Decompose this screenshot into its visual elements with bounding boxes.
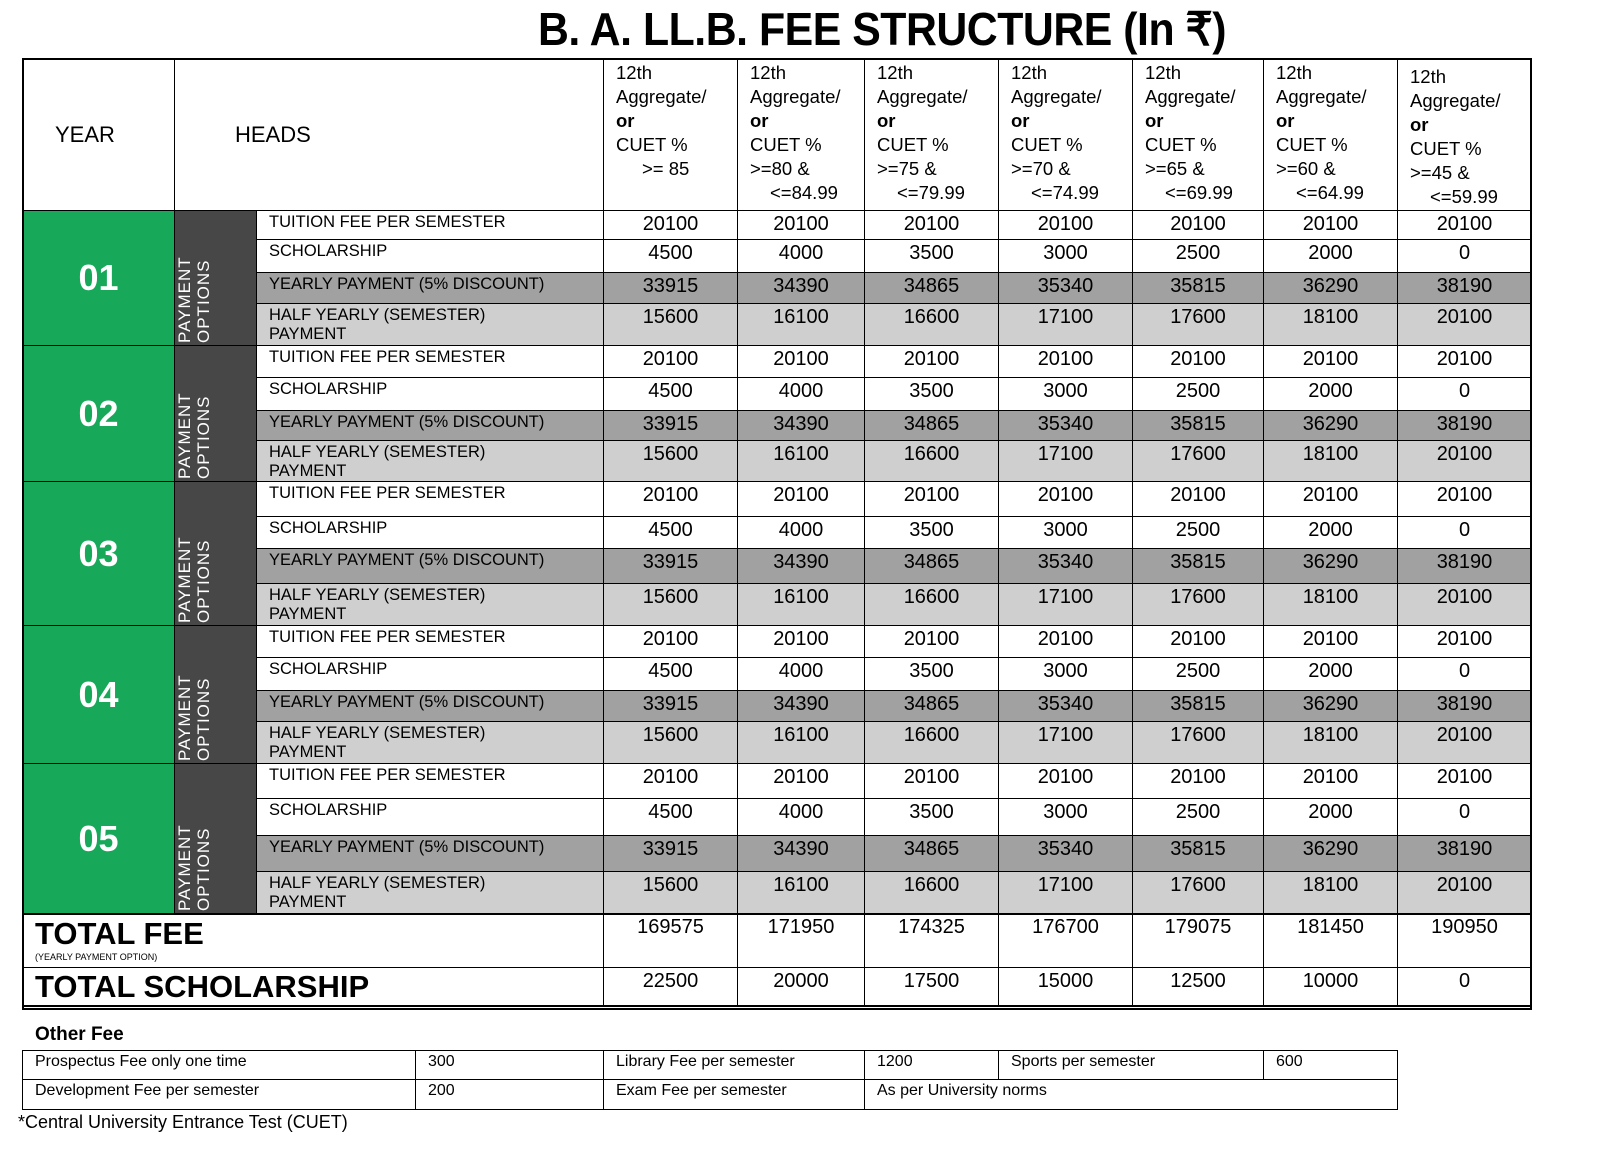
development-fee-label: Development Fee per semester [22, 1079, 416, 1110]
fee-cell-half-yearly: 16600 [864, 303, 999, 346]
head-scholarship: SCHOLARSHIP [256, 798, 604, 836]
fee-cell-half-yearly: 16100 [737, 440, 865, 482]
fee-cell-scholarship: 3500 [864, 239, 999, 273]
head-yearly: YEARLY PAYMENT (5% DISCOUNT) [256, 835, 604, 872]
head-tuition: TUITION FEE PER SEMESTER [256, 345, 604, 378]
head-label-line1: HALF YEARLY (SEMESTER) [269, 586, 486, 604]
fee-cell-half-yearly: 18100 [1263, 871, 1398, 914]
fee-cell-yearly: 36290 [1263, 272, 1398, 304]
total-fee-subtitle: (YEARLY PAYMENT OPTION) [35, 952, 158, 962]
year-label-4: 04 [22, 625, 175, 764]
fee-cell-half-yearly: 18100 [1263, 721, 1398, 764]
head-label-line2: PAYMENT [269, 605, 347, 623]
col-header-range-max: <=69.99 [1165, 182, 1233, 203]
fee-cell-yearly: 38190 [1397, 272, 1532, 304]
payment-options-text [175, 824, 213, 911]
fee-cell-scholarship: 4000 [737, 516, 865, 549]
total-scholarship-value: 10000 [1263, 967, 1398, 1007]
year-label-3: 03 [22, 481, 175, 626]
head-label-line2: PAYMENT [269, 325, 347, 343]
fee-cell-yearly: 35815 [1132, 835, 1264, 872]
col-header-or: or [1145, 110, 1164, 131]
total-fee-value: 176700 [998, 913, 1133, 968]
fee-cell-yearly: 36290 [1263, 690, 1398, 722]
fee-cell-yearly: 35815 [1132, 548, 1264, 584]
fee-cell-yearly: 33915 [603, 548, 738, 584]
fee-cell-yearly: 35815 [1132, 690, 1264, 722]
fee-cell-scholarship: 0 [1397, 239, 1532, 273]
head-scholarship: SCHOLARSHIP [256, 239, 604, 273]
fee-cell-half-yearly: 17100 [998, 440, 1133, 482]
fee-cell-half-yearly: 17600 [1132, 721, 1264, 764]
total-fee-label [22, 913, 604, 968]
fee-cell-scholarship: 2000 [1263, 516, 1398, 549]
fee-cell-scholarship: 3500 [864, 657, 999, 691]
fee-cell-tuition: 20100 [1263, 481, 1398, 517]
fee-cell-scholarship: 3000 [998, 657, 1133, 691]
fee-cell-tuition: 20100 [603, 763, 738, 799]
col-header-or: or [1276, 110, 1295, 131]
fee-cell-scholarship: 4000 [737, 798, 865, 836]
fee-cell-half-yearly: 17600 [1132, 440, 1264, 482]
head-half-yearly [256, 721, 604, 764]
fee-cell-yearly: 33915 [603, 690, 738, 722]
fee-cell-half-yearly: 17100 [998, 303, 1133, 346]
fee-cell-half-yearly: 15600 [603, 583, 738, 626]
fee-cell-yearly: 34390 [737, 690, 865, 722]
fee-cell-half-yearly: 15600 [603, 721, 738, 764]
total-scholarship-value: 22500 [603, 967, 738, 1007]
fee-cell-tuition: 20100 [1263, 210, 1398, 240]
fee-cell-half-yearly: 16600 [864, 721, 999, 764]
fee-cell-yearly: 34390 [737, 548, 865, 584]
sports-fee-label: Sports per semester [998, 1050, 1264, 1080]
fee-cell-tuition: 20100 [737, 345, 865, 378]
col-header-range-max: <=84.99 [770, 182, 838, 203]
payment-options-line1: PAYMENT [175, 824, 194, 911]
fee-cell-tuition: 20100 [998, 210, 1133, 240]
payment-options-line2: OPTIONS [194, 827, 213, 911]
col-header-l1: 12th [616, 62, 653, 83]
col-header-range-min: >=45 & [1410, 162, 1470, 183]
fee-cell-scholarship: 4500 [603, 516, 738, 549]
payment-options-text [175, 674, 213, 761]
fee-cell-tuition: 20100 [1263, 763, 1398, 799]
col-header-l4: CUET % [616, 134, 688, 155]
sports-fee-value: 600 [1263, 1050, 1398, 1080]
fee-cell-half-yearly: 20100 [1397, 440, 1532, 482]
fee-cell-yearly: 34865 [864, 410, 999, 441]
fee-cell-tuition: 20100 [998, 763, 1133, 799]
fee-cell-half-yearly: 20100 [1397, 583, 1532, 626]
col-header-range-max: <=79.99 [897, 182, 965, 203]
fee-cell-scholarship: 3000 [998, 516, 1133, 549]
fee-cell-yearly: 34390 [737, 410, 865, 441]
heads-header: HEADS [174, 58, 604, 211]
fee-cell-half-yearly: 18100 [1263, 303, 1398, 346]
head-yearly: YEARLY PAYMENT (5% DISCOUNT) [256, 410, 604, 441]
head-label-line1: HALF YEARLY (SEMESTER) [269, 306, 486, 324]
head-yearly: YEARLY PAYMENT (5% DISCOUNT) [256, 690, 604, 722]
fee-cell-tuition: 20100 [1263, 625, 1398, 658]
col-header-l4: CUET % [1410, 138, 1482, 159]
col-header-l1: 12th [750, 62, 787, 83]
fee-cell-tuition: 20100 [864, 625, 999, 658]
column-header-5 [1132, 58, 1264, 211]
cuet-footnote: *Central University Entrance Test (CUET) [18, 1112, 348, 1132]
fee-cell-scholarship: 4500 [603, 798, 738, 836]
fee-cell-scholarship: 4500 [603, 377, 738, 411]
fee-cell-half-yearly: 17100 [998, 583, 1133, 626]
total-scholarship-value: 0 [1397, 967, 1532, 1007]
fee-cell-yearly: 35340 [998, 272, 1133, 304]
fee-cell-scholarship: 3000 [998, 377, 1133, 411]
head-half-yearly [256, 440, 604, 482]
payment-options-line2: OPTIONS [194, 677, 213, 761]
col-header-l4: CUET % [1145, 134, 1217, 155]
payment-options-label [174, 625, 257, 764]
fee-cell-tuition: 20100 [1132, 345, 1264, 378]
col-header-range-min: >=65 & [1145, 158, 1205, 179]
head-tuition: TUITION FEE PER SEMESTER [256, 481, 604, 517]
head-half-yearly [256, 583, 604, 626]
col-header-range-min: >=80 & [750, 158, 810, 179]
payment-options-line2: OPTIONS [194, 259, 213, 343]
fee-cell-yearly: 34390 [737, 835, 865, 872]
year-label-1: 01 [22, 210, 175, 346]
fee-cell-half-yearly: 16600 [864, 871, 999, 914]
fee-cell-yearly: 35815 [1132, 410, 1264, 441]
fee-cell-tuition: 20100 [1397, 481, 1532, 517]
fee-cell-half-yearly: 17600 [1132, 871, 1264, 914]
col-header-or: or [1011, 110, 1030, 131]
fee-cell-tuition: 20100 [1132, 625, 1264, 658]
fee-cell-scholarship: 3500 [864, 516, 999, 549]
payment-options-label [174, 210, 257, 346]
head-half-yearly [256, 871, 604, 914]
fee-cell-tuition: 20100 [603, 625, 738, 658]
fee-cell-tuition: 20100 [1397, 210, 1532, 240]
fee-cell-tuition: 20100 [603, 210, 738, 240]
fee-cell-half-yearly: 20100 [1397, 303, 1532, 346]
fee-cell-tuition: 20100 [864, 763, 999, 799]
column-header-1 [603, 58, 738, 211]
col-header-range-min: >=70 & [1011, 158, 1071, 179]
fee-cell-half-yearly: 17100 [998, 871, 1133, 914]
total-scholarship-title: TOTAL SCHOLARSHIP [35, 969, 370, 1004]
payment-options-text [175, 392, 213, 479]
col-header-or: or [1410, 114, 1429, 135]
head-label-line2: PAYMENT [269, 743, 347, 761]
fee-cell-half-yearly: 17600 [1132, 583, 1264, 626]
payment-options-text [175, 536, 213, 623]
fee-cell-scholarship: 3000 [998, 239, 1133, 273]
payment-options-line1: PAYMENT [175, 674, 194, 761]
fee-cell-tuition: 20100 [603, 481, 738, 517]
fee-cell-scholarship: 3500 [864, 798, 999, 836]
fee-cell-scholarship: 0 [1397, 516, 1532, 549]
head-scholarship: SCHOLARSHIP [256, 657, 604, 691]
fee-cell-yearly: 34390 [737, 272, 865, 304]
fee-cell-half-yearly: 15600 [603, 440, 738, 482]
head-tuition: TUITION FEE PER SEMESTER [256, 210, 604, 240]
fee-cell-tuition: 20100 [1397, 625, 1532, 658]
fee-cell-tuition: 20100 [1397, 763, 1532, 799]
payment-options-line1: PAYMENT [175, 256, 194, 343]
col-header-range-max: <=74.99 [1031, 182, 1099, 203]
col-header-l4: CUET % [1276, 134, 1348, 155]
fee-cell-yearly: 33915 [603, 410, 738, 441]
column-header-7 [1397, 58, 1532, 211]
col-header-range-max: <=59.99 [1430, 186, 1498, 207]
fee-cell-scholarship: 2500 [1132, 657, 1264, 691]
payment-options-line1: PAYMENT [175, 392, 194, 479]
prospectus-fee-value: 300 [415, 1050, 604, 1080]
fee-cell-scholarship: 4000 [737, 657, 865, 691]
total-fee-value: 181450 [1263, 913, 1398, 968]
col-header-l2: Aggregate/ [1276, 86, 1367, 107]
payment-options-line2: OPTIONS [194, 395, 213, 479]
head-label-line1: HALF YEARLY (SEMESTER) [269, 443, 486, 461]
col-header-l2: Aggregate/ [1011, 86, 1102, 107]
head-yearly: YEARLY PAYMENT (5% DISCOUNT) [256, 548, 604, 584]
fee-cell-yearly: 38190 [1397, 410, 1532, 441]
col-header-l1: 12th [1145, 62, 1182, 83]
head-label-line1: HALF YEARLY (SEMESTER) [269, 874, 486, 892]
col-header-range-max: <=64.99 [1296, 182, 1364, 203]
head-scholarship: SCHOLARSHIP [256, 377, 604, 411]
development-fee-value: 200 [415, 1079, 604, 1110]
fee-cell-scholarship: 2000 [1263, 798, 1398, 836]
fee-cell-half-yearly: 16100 [737, 871, 865, 914]
year-header: YEAR [22, 58, 175, 211]
fee-cell-yearly: 35340 [998, 835, 1133, 872]
fee-cell-half-yearly: 18100 [1263, 583, 1398, 626]
fee-cell-scholarship: 0 [1397, 798, 1532, 836]
fee-cell-yearly: 38190 [1397, 835, 1532, 872]
fee-cell-yearly: 35340 [998, 690, 1133, 722]
fee-cell-half-yearly: 20100 [1397, 871, 1532, 914]
fee-cell-half-yearly: 20100 [1397, 721, 1532, 764]
total-scholarship-value: 15000 [998, 967, 1133, 1007]
fee-cell-yearly: 34865 [864, 835, 999, 872]
col-header-or: or [877, 110, 896, 131]
payment-options-line1: PAYMENT [175, 536, 194, 623]
fee-cell-scholarship: 2500 [1132, 516, 1264, 549]
payment-options-label [174, 345, 257, 482]
col-header-l2: Aggregate/ [877, 86, 968, 107]
fee-cell-scholarship: 4500 [603, 657, 738, 691]
fee-cell-half-yearly: 16600 [864, 440, 999, 482]
fee-cell-half-yearly: 17600 [1132, 303, 1264, 346]
fee-cell-tuition: 20100 [864, 210, 999, 240]
col-header-l1: 12th [1011, 62, 1048, 83]
fee-cell-scholarship: 2000 [1263, 239, 1398, 273]
fee-cell-tuition: 20100 [998, 625, 1133, 658]
col-header-or: or [750, 110, 769, 131]
fee-cell-half-yearly: 16100 [737, 583, 865, 626]
col-header-l4: CUET % [877, 134, 949, 155]
fee-cell-scholarship: 0 [1397, 377, 1532, 411]
exam-fee-value: As per University norms [864, 1079, 1398, 1110]
fee-cell-half-yearly: 18100 [1263, 440, 1398, 482]
fee-cell-yearly: 38190 [1397, 548, 1532, 584]
head-label-line1: HALF YEARLY (SEMESTER) [269, 724, 486, 742]
year-label-5: 05 [22, 763, 175, 914]
fee-cell-tuition: 20100 [864, 345, 999, 378]
col-header-l4: CUET % [1011, 134, 1083, 155]
column-header-3 [864, 58, 999, 211]
col-header-l1: 12th [1410, 66, 1447, 87]
fee-cell-half-yearly: 15600 [603, 871, 738, 914]
fee-cell-yearly: 33915 [603, 272, 738, 304]
fee-cell-scholarship: 3500 [864, 377, 999, 411]
fee-cell-tuition: 20100 [737, 763, 865, 799]
fee-cell-tuition: 20100 [1397, 345, 1532, 378]
fee-cell-half-yearly: 15600 [603, 303, 738, 346]
fee-cell-tuition: 20100 [864, 481, 999, 517]
col-header-l2: Aggregate/ [1145, 86, 1236, 107]
fee-cell-scholarship: 3000 [998, 798, 1133, 836]
col-header-l1: 12th [877, 62, 914, 83]
head-scholarship: SCHOLARSHIP [256, 516, 604, 549]
total-fee-value: 190950 [1397, 913, 1532, 968]
head-label-line2: PAYMENT [269, 462, 347, 480]
col-header-l2: Aggregate/ [1410, 90, 1501, 111]
fee-cell-scholarship: 4000 [737, 239, 865, 273]
total-fee-value: 169575 [603, 913, 738, 968]
col-header-range-min: >= 85 [642, 158, 690, 179]
col-header-range-min: >=60 & [1276, 158, 1336, 179]
fee-cell-tuition: 20100 [1263, 345, 1398, 378]
column-header-4 [998, 58, 1133, 211]
fee-cell-tuition: 20100 [1132, 481, 1264, 517]
total-scholarship-value: 17500 [864, 967, 999, 1007]
fee-cell-scholarship: 0 [1397, 657, 1532, 691]
fee-cell-yearly: 36290 [1263, 835, 1398, 872]
total-scholarship-value: 20000 [737, 967, 865, 1007]
column-header-2 [737, 58, 865, 211]
col-header-range-min: >=75 & [877, 158, 937, 179]
other-fee-title: Other Fee [35, 1024, 124, 1045]
head-label-line2: PAYMENT [269, 893, 347, 911]
total-fee-title: TOTAL FEE [35, 916, 204, 951]
total-fee-value: 179075 [1132, 913, 1264, 968]
total-fee-value: 174325 [864, 913, 999, 968]
fee-cell-tuition: 20100 [737, 210, 865, 240]
fee-cell-yearly: 34865 [864, 548, 999, 584]
fee-cell-scholarship: 4000 [737, 377, 865, 411]
total-scholarship-label [22, 967, 604, 1007]
col-header-l2: Aggregate/ [616, 86, 707, 107]
payment-options-line2: OPTIONS [194, 539, 213, 623]
fee-cell-scholarship: 2000 [1263, 377, 1398, 411]
head-half-yearly [256, 303, 604, 346]
fee-cell-yearly: 34865 [864, 690, 999, 722]
payment-options-label [174, 481, 257, 626]
fee-cell-tuition: 20100 [603, 345, 738, 378]
payment-options-label [174, 763, 257, 914]
fee-cell-tuition: 20100 [998, 481, 1133, 517]
page-title: B. A. LL.B. FEE STRUCTURE (In ₹) [538, 3, 1227, 55]
fee-cell-tuition: 20100 [737, 625, 865, 658]
library-fee-label: Library Fee per semester [603, 1050, 865, 1080]
head-tuition: TUITION FEE PER SEMESTER [256, 625, 604, 658]
fee-cell-half-yearly: 16100 [737, 303, 865, 346]
head-yearly: YEARLY PAYMENT (5% DISCOUNT) [256, 272, 604, 304]
fee-cell-tuition: 20100 [1132, 210, 1264, 240]
year-label-2: 02 [22, 345, 175, 482]
column-header-6 [1263, 58, 1398, 211]
fee-cell-yearly: 36290 [1263, 410, 1398, 441]
col-header-l1: 12th [1276, 62, 1313, 83]
head-tuition: TUITION FEE PER SEMESTER [256, 763, 604, 799]
fee-cell-half-yearly: 16600 [864, 583, 999, 626]
fee-cell-scholarship: 2500 [1132, 377, 1264, 411]
prospectus-fee-label: Prospectus Fee only one time [22, 1050, 416, 1080]
fee-cell-tuition: 20100 [998, 345, 1133, 378]
fee-cell-scholarship: 2000 [1263, 657, 1398, 691]
col-header-l2: Aggregate/ [750, 86, 841, 107]
fee-cell-yearly: 36290 [1263, 548, 1398, 584]
fee-cell-scholarship: 2500 [1132, 798, 1264, 836]
fee-cell-yearly: 35340 [998, 410, 1133, 441]
exam-fee-label: Exam Fee per semester [603, 1079, 865, 1110]
col-header-or: or [616, 110, 635, 131]
fee-cell-yearly: 35815 [1132, 272, 1264, 304]
col-header-l4: CUET % [750, 134, 822, 155]
payment-options-text [175, 256, 213, 343]
fee-cell-yearly: 35340 [998, 548, 1133, 584]
fee-cell-tuition: 20100 [737, 481, 865, 517]
fee-cell-scholarship: 2500 [1132, 239, 1264, 273]
fee-cell-yearly: 38190 [1397, 690, 1532, 722]
fee-cell-yearly: 33915 [603, 835, 738, 872]
total-scholarship-value: 12500 [1132, 967, 1264, 1007]
fee-cell-half-yearly: 16100 [737, 721, 865, 764]
fee-cell-half-yearly: 17100 [998, 721, 1133, 764]
fee-cell-yearly: 34865 [864, 272, 999, 304]
library-fee-value: 1200 [864, 1050, 999, 1080]
fee-cell-scholarship: 4500 [603, 239, 738, 273]
total-fee-value: 171950 [737, 913, 865, 968]
fee-cell-tuition: 20100 [1132, 763, 1264, 799]
